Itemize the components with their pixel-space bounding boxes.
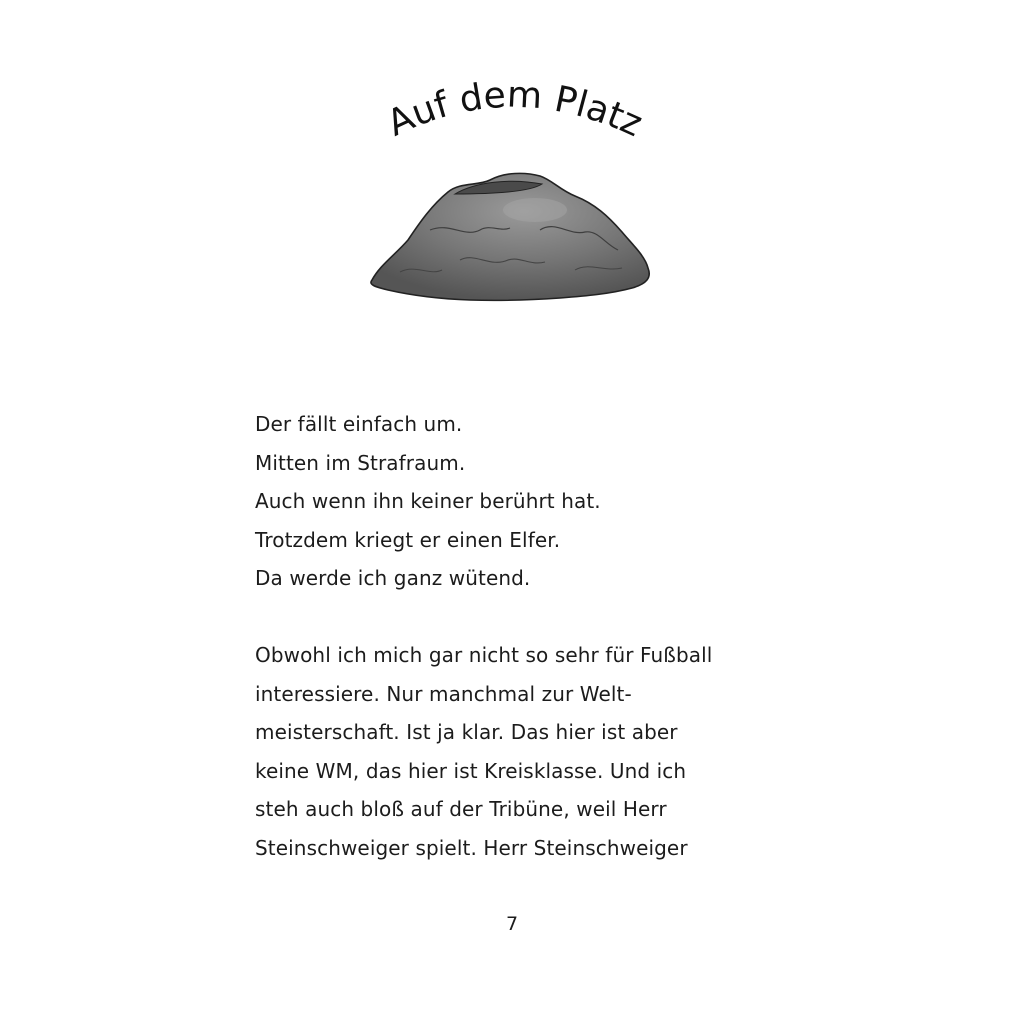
- text-line: meisterschaft. Ist ja klar. Das hier ist aber: [255, 720, 678, 745]
- chapter-title: [360, 70, 670, 170]
- text-line: Mitten im Strafraum.: [255, 450, 466, 475]
- chapter-title-path: Auf dem Platz: [381, 74, 649, 146]
- text-line: Da werde ich ganz wütend.: [255, 566, 531, 591]
- page-number: 7: [505, 913, 519, 935]
- rock-body: [371, 173, 649, 300]
- text-line: Der fällt einfach um.: [255, 412, 463, 436]
- rock-illustration-icon: [360, 160, 660, 320]
- chapter-title-text: [381, 74, 648, 145]
- paragraph-1: [255, 405, 815, 598]
- text-line: Steinschweiger spielt. Herr Steinschweiger: [255, 835, 688, 860]
- body-text: [255, 405, 815, 868]
- text-line: Auch wenn ihn keiner berührt hat.: [255, 489, 601, 514]
- rock-highlight: [503, 198, 567, 222]
- text-line: keine WM, das hier ist Kreisklasse. Und ich: [255, 758, 687, 783]
- text-line: interessiere. Nur manchmal zur Welt-: [255, 681, 632, 706]
- paragraph-2: [255, 636, 815, 868]
- text-line: steh auch bloß auf der Tribüne, weil Herr: [255, 797, 667, 822]
- text-line: Obwohl ich mich gar nicht so sehr für Fußball: [255, 642, 713, 667]
- text-line: Trotzdem kriegt er einen Elfer.: [255, 527, 561, 552]
